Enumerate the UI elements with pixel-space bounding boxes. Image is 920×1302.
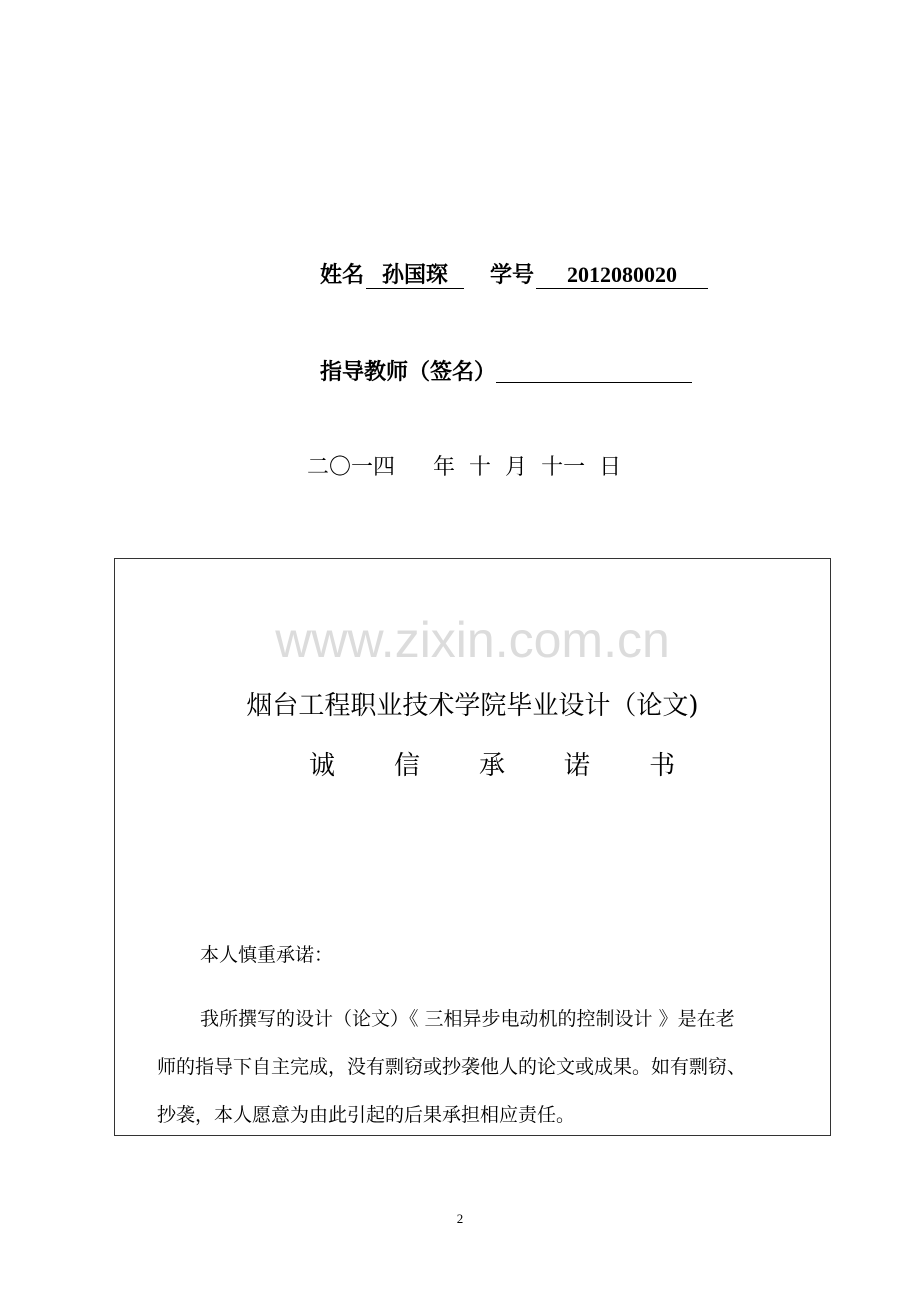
date-month-unit: 月 (505, 455, 528, 480)
pledge-paragraph (157, 995, 821, 1139)
school-title: 烟台工程职业技术学院毕业设计（论文) (246, 691, 699, 721)
integrity-pledge-box (114, 558, 831, 1136)
student-id-value: 2012080020 (536, 264, 708, 289)
watermark: www.zixin.com.cn (275, 612, 670, 668)
date-year: 二〇一四 (307, 455, 396, 480)
date-year-unit: 年 (433, 455, 456, 480)
pledge-line: 抄袭，本人愿意为由此引起的后果承担相应责任。 (157, 1104, 576, 1126)
pledge-title (309, 745, 675, 782)
page-number: 2 (456, 1211, 464, 1226)
date-month: 十 (469, 455, 492, 480)
student-id-label: 学号 (490, 262, 535, 288)
pledge-line: 我所撰写的设计（论文）《 三相异步电动机的控制设计 》是在老 (200, 1008, 735, 1030)
pledge-title-char: 书 (649, 751, 676, 781)
date-day: 十一 (541, 455, 586, 480)
name-value: 孙国琛 (366, 264, 464, 289)
pledge-line: 师的指导下自主完成，没有剽窃或抄袭他人的论文或成果。如有剽窃、 (157, 1056, 747, 1078)
pledge-title-char: 诚 (309, 751, 336, 781)
advisor-signature-line (320, 360, 692, 383)
name-and-id-line (320, 264, 708, 289)
name-label: 姓名 (320, 262, 365, 288)
pledge-intro: 本人慎重承诺： (200, 944, 334, 966)
pledge-title-char: 承 (479, 751, 506, 781)
pledge-title-char: 诺 (564, 751, 591, 781)
date-line (307, 457, 621, 479)
advisor-label: 指导教师（签名） (320, 359, 497, 385)
pledge-title-char: 信 (394, 751, 421, 781)
advisor-signature-blank (496, 360, 692, 383)
date-day-unit: 日 (599, 455, 622, 480)
